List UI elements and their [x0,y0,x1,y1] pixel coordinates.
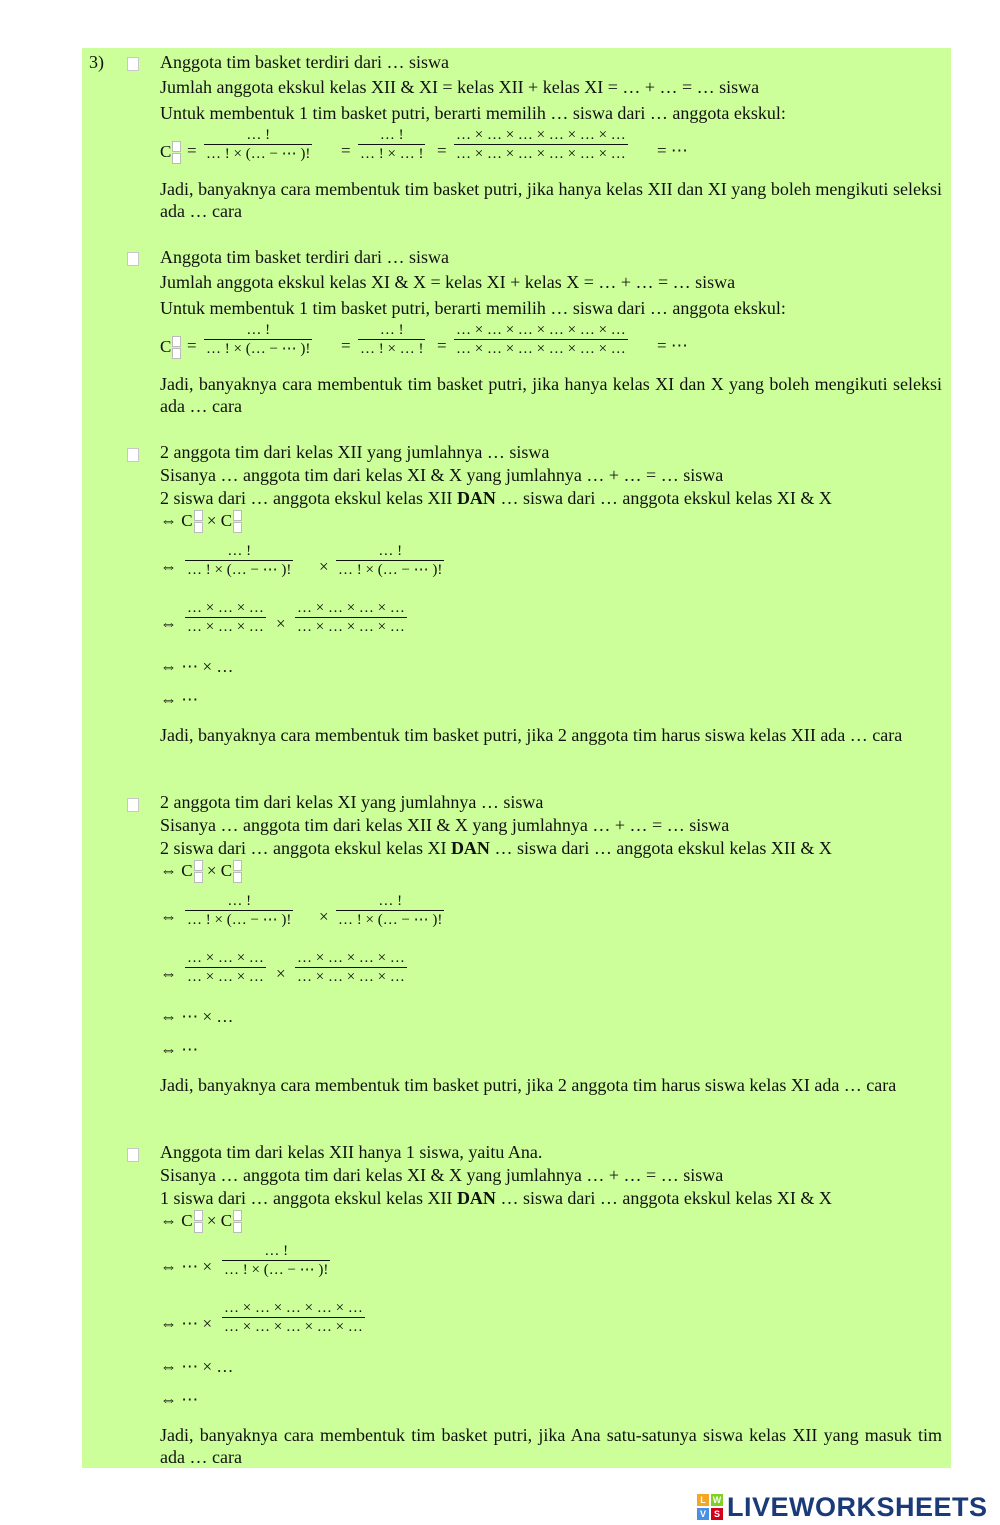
equals-sign: = [187,336,197,355]
answer-checkbox-1[interactable] [127,57,139,71]
s3-fraction-c: … × … × … … × … × … [187,600,264,635]
s2-c-sub-input[interactable] [172,348,181,359]
s3-c1-sub-input[interactable] [194,522,203,533]
s4-fraction-d: … × … × … × … … × … × … × … [297,950,405,985]
s2-line-1: Anggota tim basket terdiri dari … siswa [160,247,449,267]
s3-fraction-a: … ! … ! × (… − ⋯ )! [187,543,292,578]
s4-conclusion: Jadi, banyaknya cara membentuk tim basket putri, jika 2 anggota tim harus siswa kelas XI ada … cara [160,1075,897,1095]
s2-fraction-1: … ! … ! × (… − ⋯ )! [206,322,311,357]
s5-fraction-a: … ! … ! × (… − ⋯ )! [224,1243,329,1278]
s1-line-3: Untuk membentuk 1 tim basket putri, berarti memilih … siswa dari … anggota ekskul: [160,103,786,123]
s4-combination-product: ⇔ C × C [160,860,242,884]
s2-fraction-3: … × … × … × … × … × … … × … × … × … × … × … [456,322,626,357]
s1-fraction-2: … ! … ! × … ! [360,127,424,162]
s4-c1-sup-input[interactable] [194,860,203,871]
s5-line-3: 1 siswa dari … anggota ekskul kelas XII DAN … siswa dari … anggota ekskul kelas XI & X [160,1188,832,1208]
s2-conclusion: Jadi, banyaknya cara membentuk tim basket putri, jika hanya kelas XI dan X yang boleh mengikuti seleksi ada … cara [160,374,942,416]
equals-sign: = [341,336,351,355]
s1-fraction-3: … × … × … × … × … × … … × … × … × … × … × … [456,127,626,162]
s4-step-result: ⇔ ⋯ [160,1040,199,1059]
s3-c2-sup-input[interactable] [233,510,242,521]
equals-sign: = [341,141,351,160]
s4-c2-sup-input[interactable] [233,860,242,871]
s3-conclusion: Jadi, banyaknya cara membentuk tim basket putri, jika 2 anggota tim harus siswa kelas XII ada … cara [160,725,903,745]
answer-checkbox-5[interactable] [127,1148,139,1162]
s5-fraction-b: … × … × … × … × … … × … × … × … × … [224,1300,363,1335]
s1-c-sub-input[interactable] [172,153,181,164]
s3-fraction-b: … ! … ! × (… − ⋯ )! [338,543,443,578]
s4-fraction-c: … × … × … … × … × … [187,950,264,985]
times-symbol: × [276,614,286,633]
s3-step-product: ⇔ ⋯ × … [160,657,234,676]
iff-symbol: ⇔ [160,557,177,576]
s4-fraction-b: … ! … ! × (… − ⋯ )! [338,893,443,928]
logo-wordmark: LIVEWORKSHEETS [727,1491,988,1522]
question-number: 3) [89,52,104,72]
s4-fraction-a: … ! … ! × (… − ⋯ )! [187,893,292,928]
s1-line-2: Jumlah anggota ekskul kelas XII & XI = kelas XII + kelas XI = … + … = … siswa [160,77,760,97]
times-symbol: × [276,964,286,983]
s3-c1-sup-input[interactable] [194,510,203,521]
answer-checkbox-4[interactable] [127,798,139,812]
s5-c1-sup-input[interactable] [194,1210,203,1221]
s1-combination-symbol: C [160,141,181,165]
equals-sign: = [187,141,197,160]
s5-c1-sub-input[interactable] [194,1222,203,1233]
s4-step-product: ⇔ ⋯ × … [160,1007,234,1026]
s5-step-a-prefix: ⇔ ⋯ × [160,1257,213,1276]
s5-step-result: ⇔ ⋯ [160,1390,199,1409]
s2-fraction-2: … ! … ! × … ! [360,322,424,357]
s2-result: = ⋯ [657,336,688,355]
iff-symbol: ⇔ [160,614,177,633]
equals-sign: = [437,336,447,355]
s3-combination-product: ⇔ C × C [160,510,242,534]
s3-step-result: ⇔ ⋯ [160,690,199,709]
answer-checkbox-2[interactable] [127,252,139,266]
s2-line-2: Jumlah anggota ekskul kelas XI & X = kelas XI + kelas X = … + … = … siswa [160,272,736,292]
s1-line-1: Anggota tim basket terdiri dari … siswa [160,52,449,72]
s5-c2-sup-input[interactable] [233,1210,242,1221]
s4-c2-sub-input[interactable] [233,872,242,883]
s5-line-2: Sisanya … anggota tim dari kelas XI & X yang jumlahnya … + … = … siswa [160,1165,724,1185]
s1-conclusion: Jadi, banyaknya cara membentuk tim basket putri, jika hanya kelas XII dan XI yang boleh mengikuti seleksi ada … cara [160,179,942,221]
equals-sign: = [437,141,447,160]
s5-combination-product: ⇔ C × C [160,1210,242,1234]
logo-badge-icon: L W V S [697,1494,723,1520]
s3-fraction-d: … × … × … × … … × … × … × … [297,600,405,635]
s4-line-2: Sisanya … anggota tim dari kelas XII & X yang jumlahnya … + … = … siswa [160,815,730,835]
times-symbol: × [319,557,329,576]
answer-checkbox-3[interactable] [127,448,139,462]
s1-fraction-1: … ! … ! × (… − ⋯ )! [206,127,311,162]
s3-line-1: 2 anggota tim dari kelas XII yang jumlahnya … siswa [160,442,550,462]
s1-result: = ⋯ [657,141,688,160]
iff-symbol: ⇔ [160,907,177,926]
s2-combination-symbol: C [160,336,181,360]
s3-line-3: 2 siswa dari … anggota ekskul kelas XII DAN … siswa dari … anggota ekskul kelas XI & X [160,488,832,508]
s3-line-2: Sisanya … anggota tim dari kelas XI & X yang jumlahnya … + … = … siswa [160,465,724,485]
s5-conclusion: Jadi, banyaknya cara membentuk tim basket putri, jika Ana satu-satunya siswa kelas XII yang masuk tim ada … cara [160,1425,942,1467]
s5-step-b-prefix: ⇔ ⋯ × [160,1314,213,1333]
s2-line-3: Untuk membentuk 1 tim basket putri, berarti memilih … siswa dari … anggota ekskul: [160,298,786,318]
s5-line-1: Anggota tim dari kelas XII hanya 1 siswa, yaitu Ana. [160,1142,543,1162]
s4-line-1: 2 anggota tim dari kelas XI yang jumlahnya … siswa [160,792,544,812]
s4-c1-sub-input[interactable] [194,872,203,883]
s5-step-product: ⇔ ⋯ × … [160,1357,234,1376]
s1-c-sup-input[interactable] [172,141,181,152]
s2-c-sup-input[interactable] [172,336,181,347]
s5-c2-sub-input[interactable] [233,1222,242,1233]
iff-symbol: ⇔ [160,964,177,983]
times-symbol: × [319,907,329,926]
s4-line-3: 2 siswa dari … anggota ekskul kelas XI DAN … siswa dari … anggota ekskul kelas XII & X [160,838,832,858]
s3-c2-sub-input[interactable] [233,522,242,533]
liveworksheets-logo [697,1490,988,1524]
